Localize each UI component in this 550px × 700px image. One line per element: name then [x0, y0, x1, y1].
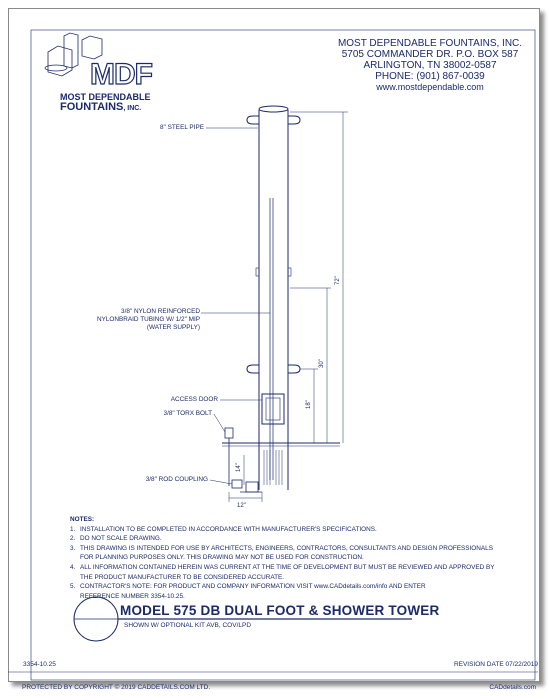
drawing-subtitle: SHOWN W/ OPTIONAL KIT AVB, COV/LPD [124, 622, 252, 629]
company-website[interactable]: www.mostdependable.com [376, 82, 484, 92]
notes-heading: NOTES: [70, 516, 95, 523]
callout-torx-bolt: 3/8" TORX BOLT [163, 410, 212, 417]
callout-steel-pipe: 8" STEEL PIPE [160, 124, 204, 131]
company-phone: PHONE: (901) 867-0039 [375, 71, 485, 82]
company-address [300, 38, 550, 93]
note-4: 4. ALL INFORMATION CONTAINED HEREIN WAS CURRENT AT THE TIME OF DEVELOPMENT BUT MUST BE REVIEWED AND APPROVED BY [70, 563, 495, 571]
note-1: 1. INSTALLATION TO BE COMPLETED IN ACCORDANCE WITH MANUFACTURER'S SPECIFICATIONS. [70, 525, 377, 533]
dim-12-label: 12" [237, 503, 246, 509]
dim-72-label: 72" [335, 276, 341, 285]
note-5: 5. CONTRACTOR'S NOTE: FOR PRODUCT AND COMPANY INFORMATION VISIT www.CADdetails.com/info AND ENTER [70, 583, 426, 591]
logo-line2 [60, 101, 141, 113]
reference-number: 3354-10.25 [23, 661, 56, 668]
callout-tubing-3: (WATER SUPPLY) [146, 324, 200, 331]
notes-block [70, 515, 510, 601]
leader-torx-bolt [214, 414, 225, 432]
revision-date: REVISION DATE 07/22/2019 [453, 661, 538, 668]
drawing-title: MODEL 575 DB DUAL FOOT & SHOWER TOWER [120, 603, 440, 618]
shower-head-top [288, 116, 300, 124]
logo-line3-text: , INC. [123, 105, 142, 112]
note-3-cont: FOR PLANNING PURPOSES ONLY. THIS DRAWING MAY NOT BE USED FOR CONSTRUCTION. [80, 554, 364, 562]
dim-30-label: 30" [319, 359, 325, 368]
note-2: 2. DO NOT SCALE DRAWING. [70, 535, 162, 543]
note-4-cont: THE PRODUCT MANUFACTURER TO BE CONSIDERED ACCURATE. [80, 573, 285, 581]
rod-coupling [225, 428, 262, 492]
copyright-notice: PROTECTED BY COPYRIGHT © 2019 CADDETAILS.COM LTD. [22, 684, 211, 691]
callout-tubing-2: NYLONBRAID TUBING W/ 1/2" MIP [97, 316, 200, 323]
dim-14-label: 14" [236, 463, 242, 472]
company-name: MOST DEPENDABLE FOUNTAINS, INC. [337, 38, 523, 49]
logo-mark: MDF [90, 58, 152, 91]
callout-tubing [70, 308, 200, 332]
note-3: 3. THIS DRAWING IS INTENDED FOR USE BY ARCHITECTS, ENGINEERS, CONTRACTORS, CONSULTANTS AND DESIGN PROFESSIONALS [70, 544, 493, 552]
company-address1: 5705 COMMANDER DR. P.O. BOX 587 [341, 49, 519, 60]
callout-access-door: ACCESS DOOR [170, 396, 218, 403]
callout-rod-coupling: 3/8" ROD COUPLING [145, 476, 208, 483]
caddetails-link[interactable]: CADdetails.com [489, 684, 536, 691]
note-5-cont: REFERENCE NUMBER 3354-10.25. [80, 592, 185, 600]
pipe-top-cap [259, 106, 288, 112]
callout-tubing-1: 3/8" NYLON REINFORCED [121, 308, 200, 315]
logo-line1: MOST DEPENDABLE [60, 92, 151, 102]
shower-head-lower [288, 365, 300, 373]
company-address2: ARLINGTON, TN 38002-0587 [363, 60, 497, 71]
logo-line2-text: FOUNTAINS [60, 101, 124, 113]
dim-18-label: 18" [306, 400, 312, 409]
